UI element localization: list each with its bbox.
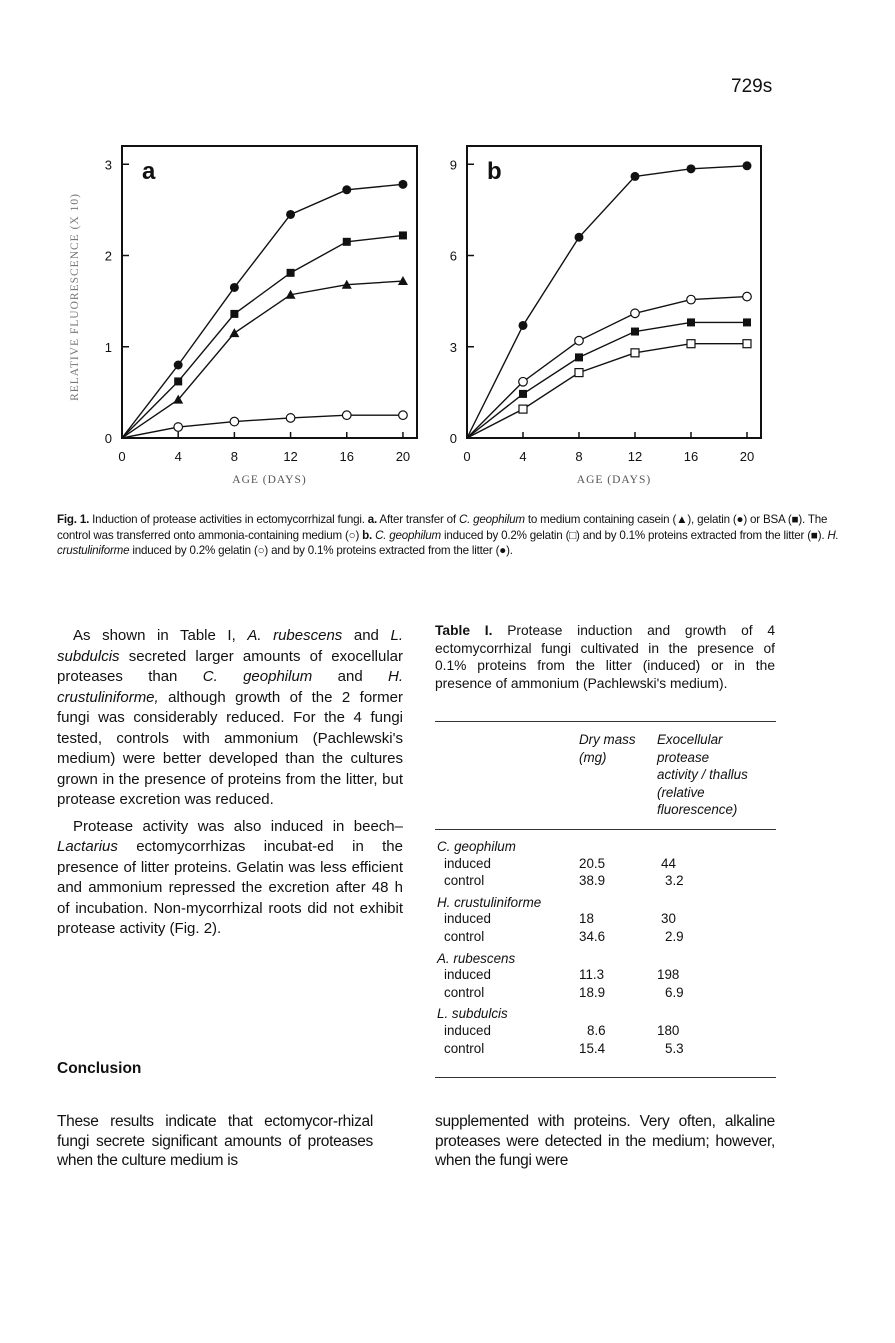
header-line: (relative	[657, 784, 705, 800]
data-point-filled-square	[174, 377, 182, 385]
header-line: Exocellular	[657, 732, 723, 747]
data-point-open-circle	[519, 377, 528, 386]
series-line	[122, 235, 403, 438]
x-tick-label: 16	[683, 449, 699, 464]
data-point-filled-square	[687, 318, 695, 326]
caption-label: Fig. 1.	[57, 513, 90, 526]
table-bottom-rule	[435, 1077, 776, 1078]
series-line	[467, 166, 747, 438]
table-row-label: induced	[444, 855, 491, 871]
table-cell-dry-mass: 8.6	[587, 1023, 606, 1038]
species: L. subdulcis	[57, 627, 403, 665]
table-cell-dry-mass: 18	[579, 911, 594, 927]
table-row-label: induced	[444, 911, 491, 927]
table-cell-activity: 2.9	[665, 929, 684, 944]
y-tick-label: 3	[449, 339, 457, 355]
x-tick-label: 8	[230, 449, 238, 464]
data-point-filled-circle	[743, 161, 752, 170]
data-point-open-circle	[743, 292, 752, 301]
data-point-filled-square	[631, 328, 639, 336]
table-top-rule	[435, 721, 776, 722]
data-point-filled-circle	[519, 321, 528, 330]
text: ectomycorrhizas incubat-ed in the presence of litter proteins. Gelatin was less efficient and ammonium repressed the excretion after 48 h of incubation. Non-mycorrhizal roots did not exhibit protease activity (Fig. 2).	[57, 838, 403, 937]
bottom-right-text: supplemented with proteins. Very often, alkaline proteases were detected in the medium; however, when the fungi were	[435, 1113, 775, 1169]
data-point-filled-square	[575, 353, 583, 361]
data-point-filled-square	[230, 310, 238, 318]
bottom-left-text: These results indicate that ectomycor-rhizal fungi secrete significant amounts of proteases when the culture medium is	[57, 1113, 373, 1169]
caption-text: induced by 0.2% gelatin (○) and by 0.1% proteins extracted from the litter (●).	[129, 544, 513, 557]
table-species-row: C. geophilum	[437, 839, 516, 854]
data-point-filled-square	[343, 238, 351, 246]
data-point-filled-circle	[230, 283, 239, 292]
data-point-open-square	[743, 340, 751, 348]
x-tick-label: 0	[463, 449, 471, 464]
caption-text: Induction of protease activities in ectomycorrhizal fungi.	[89, 513, 368, 526]
data-point-open-square	[631, 349, 639, 357]
caption-panel-b: b.	[362, 528, 373, 542]
y-tick-label: 9	[449, 157, 457, 173]
data-point-open-circle	[399, 411, 408, 420]
x-tick-label: 12	[283, 449, 298, 464]
table-row-label: control	[444, 873, 485, 889]
series-line	[122, 415, 403, 438]
y-tick-label: 1	[104, 339, 112, 355]
y-tick-label: 6	[449, 248, 457, 264]
panel-label: a	[142, 158, 156, 185]
table-cell-activity: 30	[661, 911, 676, 927]
table-cell-dry-mass: 15.4	[579, 1040, 606, 1056]
data-point-open-square	[687, 340, 695, 348]
species: A. rubescens	[247, 627, 343, 644]
x-axis-label: AGE (DAYS)	[232, 474, 307, 486]
table-cell-activity: 198	[657, 967, 680, 983]
table-species-row: A. rubescens	[437, 950, 516, 966]
table-header-rule	[435, 829, 776, 830]
y-tick-label: 0	[104, 431, 112, 446]
x-tick-label: 20	[739, 449, 755, 464]
table-cell-dry-mass: 11.3	[579, 967, 605, 983]
table-cell-dry-mass: 20.5	[579, 855, 606, 871]
table-species-row: H. crustuliniforme	[437, 894, 542, 910]
paragraph-1	[57, 626, 403, 811]
y-tick-label: 3	[104, 157, 112, 173]
table-cell-activity: 3.2	[665, 873, 684, 889]
data-point-filled-circle	[174, 361, 183, 370]
data-point-open-circle	[230, 417, 239, 426]
text: As shown in Table I,	[73, 627, 248, 644]
data-point-filled-circle	[286, 210, 295, 219]
section-heading-conclusion: Conclusion	[57, 1060, 142, 1077]
chart-b	[430, 135, 790, 500]
text: although growth of the 2 former fungi was considerably reduced. For the 4 fungi tested, controls with ammonium (Pachlewski's medium) were better developed than the cultures grown in the presence of proteins from the litter, but protease excretion was reduced.	[57, 688, 403, 808]
caption-species: C. geophilum	[375, 528, 442, 542]
data-point-filled-square	[743, 318, 751, 326]
caption-species: C. geophilum	[458, 513, 525, 526]
header-line: activity / thallus	[657, 767, 748, 782]
table-cell-dry-mass: 34.6	[579, 929, 606, 944]
table-row-label: induced	[444, 1023, 491, 1038]
data-point-filled-triangle	[398, 276, 408, 285]
paragraph-2	[57, 817, 403, 940]
text: secreted larger amounts of exocellular proteases than	[57, 647, 403, 685]
caption-text: After transfer of	[377, 513, 459, 526]
table-cell-activity: 6.9	[665, 984, 684, 1000]
x-tick-label: 8	[575, 449, 583, 464]
data-point-filled-circle	[575, 233, 584, 242]
data-point-open-circle	[286, 414, 295, 423]
data-point-filled-square	[399, 231, 407, 239]
table-caption-text: Protease induction and growth of 4 ectomycorrhizal fungi cultivated in the presence of 0.1% proteins from the litter (induced) or in the presence of ammonium (Pachlewski's medium).	[435, 623, 776, 692]
header-line: Dry mass	[579, 732, 636, 747]
text: and	[342, 627, 391, 644]
x-tick-label: 16	[339, 449, 354, 464]
table-row-label: induced	[444, 967, 491, 983]
data-point-open-circle	[687, 295, 696, 304]
table-cell-activity: 180	[657, 1023, 680, 1038]
data-point-filled-circle	[342, 185, 351, 194]
x-tick-label: 4	[519, 449, 527, 464]
header-line: protease	[657, 749, 710, 765]
table-label: Table I.	[435, 623, 493, 638]
data-point-filled-circle	[687, 164, 696, 173]
y-tick-label: 0	[449, 431, 457, 446]
series-line	[467, 344, 747, 438]
table-row-label: control	[444, 1040, 485, 1056]
data-point-filled-triangle	[229, 328, 239, 337]
data-point-open-circle	[342, 411, 351, 420]
species: C. geophilum	[202, 668, 313, 685]
table-cell-activity: 5.3	[665, 1040, 684, 1056]
chart-a-svg	[55, 135, 425, 495]
data-point-filled-circle	[631, 172, 640, 181]
x-tick-label: 4	[174, 449, 182, 464]
table-cell-dry-mass: 38.9	[579, 873, 606, 889]
chart-b-svg	[430, 135, 790, 495]
table-cell-activity: 44	[661, 855, 676, 871]
caption-text: to medium containing casein (▲), gelatin (●) or BSA (■). The control was transferred onto ammonia-containing medium (○)	[57, 513, 828, 542]
column-header-activity	[657, 731, 748, 819]
data-point-open-circle	[575, 336, 584, 345]
header-line: (mg)	[579, 749, 607, 765]
data-point-filled-square	[287, 269, 295, 277]
series-line	[122, 281, 403, 438]
table-row-label: control	[444, 984, 485, 1000]
table-cell-dry-mass: 18.9	[579, 984, 606, 1000]
series-line	[122, 184, 403, 438]
data-point-filled-circle	[398, 180, 407, 189]
table-species-row: L. subdulcis	[437, 1006, 508, 1022]
caption-species: H. crustuliniforme	[57, 528, 839, 557]
x-tick-label: 20	[395, 449, 411, 464]
column-header-dry-mass	[579, 731, 636, 766]
x-tick-label: 12	[627, 449, 643, 464]
x-tick-label: 0	[118, 449, 126, 464]
species: H. crustuliniforme,	[57, 668, 404, 706]
panel-label: b	[487, 158, 502, 185]
data-point-open-square	[575, 369, 583, 377]
left-column	[57, 626, 403, 940]
caption-text: induced by 0.2% gelatin (□) and by 0.1% proteins extracted from the litter (■).	[441, 528, 828, 542]
chart-a	[55, 135, 425, 500]
y-tick-label: 2	[104, 248, 112, 264]
figure-caption	[57, 512, 847, 559]
header-line: fluorescence)	[657, 802, 738, 817]
series-line	[467, 322, 747, 438]
y-axis-label: RELATIVE FLUORESCENCE (X 10)	[69, 193, 81, 401]
table-row-label: control	[444, 929, 485, 944]
genus: Lactarius	[57, 838, 118, 855]
table-caption	[435, 622, 775, 693]
text: and	[312, 668, 389, 685]
page-number: 729s	[731, 76, 773, 97]
x-axis-label: AGE (DAYS)	[576, 474, 652, 486]
data-point-open-square	[519, 405, 527, 413]
data-point-filled-square	[519, 390, 527, 398]
data-point-open-circle	[174, 423, 183, 432]
caption-panel-a: a.	[367, 513, 378, 526]
text: Protease activity was also induced in beech–	[73, 817, 403, 835]
data-point-open-circle	[631, 309, 640, 318]
